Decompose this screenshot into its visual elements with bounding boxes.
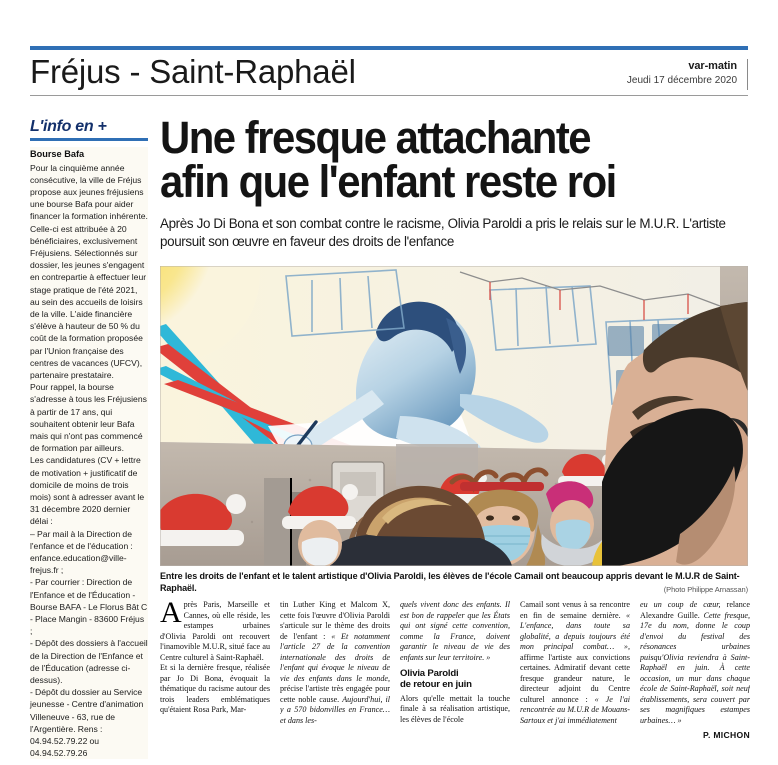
paragraph-run: tin Luther King et Malcom X, cette fois l'œuvre d'Olivia Paroldi s'articule sur le thème des droits de l'enfant :: [280, 600, 390, 641]
paragraph-run: affirme l'artiste aux convictions certaines. Admiratif devant cette fresque grandeur nature, le directeur adjoint du Centre culturel annonce :: [520, 652, 630, 704]
sidebar-paragraph: Pour la cinquième année consécutive, la ville de Fréjus propose aux jeunes fréjusiens une bourse Bafa pour aider financer la formation inhérente. Celle-ci est attribuée à 20 bénéficiaires, exclusivement Fréjusiens. Sélectionnés sur dossier, les jeunes s'engagent en contrepartie à effectuer leur stage pratique de l'été 2021, au sein des accueils de loisirs de la ville. L'aide financière s'élève à hauteur de 50 % du coût de la formation proposée par l'Union française des centres de vacances (UFCV), partenaire prestataire.: [30, 162, 148, 380]
photo-caption: Entre les droits de l'enfant et le talent artistique d'Olivia Paroldi, les élèves de l'école Camail ont beaucoup appris devant le M.U.R de Saint-Raphaël.: [160, 571, 740, 594]
paragraph-run-quote: eu un coup de cœur,: [640, 600, 727, 609]
sidebar-paragraph: - Par courrier : Direction de l'Enfance et de l'Éducation - Bourse BAFA - Le Florus Bât C - Place Mangin - 83600 Fréjus ;: [30, 577, 148, 637]
photo-illustration: [160, 266, 748, 566]
paragraph: [520, 600, 630, 726]
paragraph-run-quote: Aujourd'hui, il y a 570 bidonvilles en France… et dans les-: [280, 694, 390, 725]
headline-line-2: afin que l'enfant reste roi: [160, 155, 616, 207]
publication-brand: var-matin: [688, 60, 737, 73]
sidebar-box-title: Bourse Bafa: [30, 149, 85, 159]
sidebar-info-plus: [30, 118, 148, 759]
sidebar-body: [30, 162, 148, 760]
sidebar-paragraph: – Par mail à la Direction de l'enfance et de l'éducation : enfance.education@ville-frejus.fr ;: [30, 528, 133, 576]
sidebar-header: L'info en +: [30, 118, 107, 135]
article-byline: P. MICHON: [703, 730, 750, 741]
headline-line-1: Une fresque attachante: [160, 112, 591, 163]
subhead-line-1: Olivia Paroldi: [400, 668, 459, 680]
sidebar-paragraph: Pour rappel, la bourse s'adresse à tous les Fréjusiens à partir de 17 ans, qui souhaitent obtenir leur Bafa mais qui n'ont pas commencé de formation par ailleurs.: [30, 382, 147, 454]
sidebar-header-rule: [30, 138, 148, 141]
article-column-5: [640, 600, 750, 760]
subhead-line-2: de retour en juin: [400, 679, 472, 691]
sidebar-paragraph: - Dépôt des dossiers à l'accueil de la Direction de l'Enfance et de l'Éducation (adresse ci-dessus).: [30, 638, 148, 686]
article-column-1: [160, 600, 270, 760]
article-column-3: [400, 600, 510, 760]
masthead-bottom-rule: [30, 95, 748, 96]
paragraph-run: Camail sont venus à sa rencontre en fin de semaine dernière.: [520, 600, 630, 620]
paragraph-run-quote: « L'enfance, dans toute sa globalité, a depuis toujours été mon principal combat… »,: [520, 610, 630, 652]
paragraph: [640, 600, 750, 726]
masthead-body: [30, 50, 748, 93]
article-header: [160, 112, 748, 250]
article-standfirst: Après Jo Di Bona et son combat contre le racisme, Olivia Paroldi a pris le relais sur le M.U.R. L'artiste poursuit son œuvre en faveur des droits de l'enfance: [160, 216, 726, 249]
article-column-2: [280, 600, 390, 760]
sidebar-paragraph: - Dépôt du dossier au Service jeunesse - Centre d'animation Villeneuve - 63, rue de l'Argentière. Rens : 04.94.52.79.22 ou 04.94.52.79.26: [30, 687, 144, 759]
article-body: [160, 600, 755, 760]
masthead: [30, 46, 748, 96]
paragraph-run: relance Alexandre Guille.: [640, 600, 750, 620]
page-title: Fréjus - Saint-Raphaël: [30, 53, 356, 90]
article-subhead: [400, 668, 510, 691]
paragraph-run: précise l'artiste très engagée pour cette noble cause.: [280, 684, 390, 704]
paragraph: Et si la dernière fresque, réalisée par Jo Di Bona, évoquait la thématique du racisme autour des trois leaders emblématiques qu'étaient Rosa Park, Mar-: [160, 663, 270, 715]
paragraph-quote: quels vivent donc des enfants. Il est bon de rappeler que les États qui ont signé cette convention, comme la France, doivent garantir le niveau de vie des enfants sur leur territoire. »: [400, 600, 510, 662]
issue-date: Jeudi 17 décembre 2020: [626, 75, 737, 87]
sidebar-box: [30, 147, 148, 759]
paragraph: [280, 600, 390, 726]
photo-caption-block: [160, 570, 748, 594]
article-column-4: [520, 600, 630, 760]
paragraph-run-quote: « Et notamment l'article 27 de la convention internationale des droits de l'enfant qui évoque le niveau de vie des enfants dans le monde,: [280, 631, 390, 683]
photo-credit: (Photo Philippe Arnassan): [663, 585, 748, 595]
masthead-meta: [627, 59, 748, 89]
article-photo: [160, 266, 748, 566]
paragraph: Après Paris, Marseille et Cannes, où elle réside, les estampes urbaines d'Olivia Paroldi ont recouvert l'inamovible M.U.R, situé face au Centre culturel à Saint-Raphaël.: [160, 600, 270, 662]
article-headline: [160, 112, 707, 207]
paragraph: Alors qu'elle mettait la touche finale à sa réalisation artistique, les élèves de l'école: [400, 693, 510, 724]
paragraph-run-quote: « Je l'ai rencontrée au M.U.R de Mouans-Sartoux et j'ai immédiatement: [520, 694, 630, 725]
paragraph-run-quote: Cette fresque, 17e du nom, donne le coup d'envoi du festival des résonances urbaines puisqu'Olivia reviendra à Saint-Raphaël en juin. À cette occasion, un mur dans chaque école de Saint-Raphaël, soit neuf établissements, sera couvert par ses magnifiques estampes urbaines… »: [640, 610, 750, 725]
sidebar-paragraph: Les candidatures (CV + lettre de motivation + justificatif de domicile de moins de trois mois) sont à adresser avant le 31 décembre 2020 dernier délai :: [30, 455, 145, 527]
